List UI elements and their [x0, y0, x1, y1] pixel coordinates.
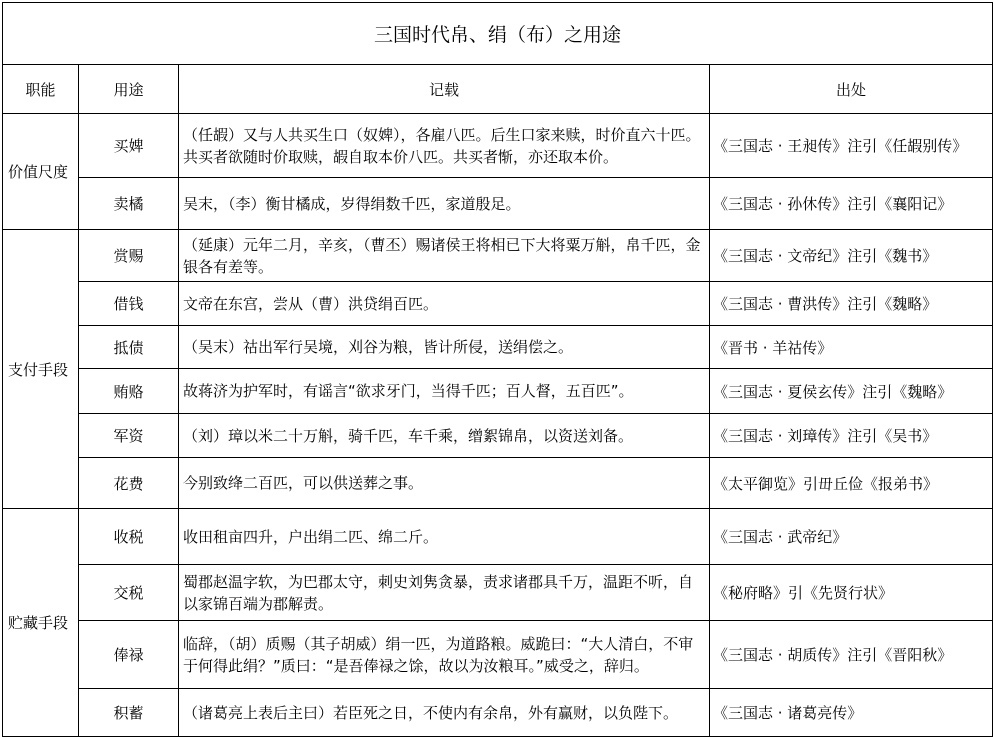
header-record: 记载	[179, 65, 710, 114]
use-cell: 借钱	[79, 282, 179, 326]
source-cell: 《三国志 · 文帝纪》注引《魏书》	[710, 230, 993, 282]
record-cell: 文帝在东宫，尝从（曹）洪贷绢百匹。	[179, 282, 710, 326]
use-cell: 卖橘	[79, 178, 179, 230]
source-cell: 《三国志 · 诸葛亮传》	[710, 689, 993, 737]
record-cell: （诸葛亮上表后主曰）若臣死之日，不使内有余帛，外有赢财，以负陛下。	[179, 689, 710, 737]
use-cell: 俸禄	[79, 621, 179, 689]
table-row	[3, 369, 993, 414]
source-cell: 《三国志 · 刘璋传》注引《吴书》	[710, 414, 993, 458]
record-cell: （吴末）祜出军行吴境，刈谷为粮，皆计所侵，送绢偿之。	[179, 326, 710, 369]
header-use: 用途	[79, 65, 179, 114]
source-cell: 《三国志 · 胡质传》注引《晋阳秋》	[710, 621, 993, 689]
use-cell: 贿赂	[79, 369, 179, 414]
table-row	[3, 458, 993, 509]
source-cell: 《三国志 · 曹洪传》注引《魏略》	[710, 282, 993, 326]
record-cell: 蜀郡赵温字软，为巴郡太守，刺史刘隽贪暴，责求诸郡具千万，温距不听，自以家锦百端为郡解责。	[179, 565, 710, 621]
use-cell: 花费	[79, 458, 179, 509]
record-cell: （延康）元年二月，辛亥，（曹丕）赐诸侯王将相已下大将粟万斛，帛千匹，金银各有差等。	[179, 230, 710, 282]
source-cell: 《三国志 · 王昶传》注引《任嘏别传》	[710, 114, 993, 178]
use-cell: 收税	[79, 509, 179, 565]
source-cell: 《晋书 · 羊祜传》	[710, 326, 993, 369]
category-payment: 支付手段	[3, 230, 79, 509]
use-cell: 买婢	[79, 114, 179, 178]
table-row	[3, 326, 993, 369]
record-cell: 临辞，（胡）质赐（其子胡威）绢一匹，为道路粮。威跪曰：“大人清白，不审于何得此绢？”质曰：“是吾俸禄之馀，故以为汝粮耳。”威受之，辞归。	[179, 621, 710, 689]
table-row	[3, 689, 993, 737]
table-row	[3, 565, 993, 621]
table-row	[3, 621, 993, 689]
title-row	[3, 3, 993, 65]
record-cell: 吴末，（李）衡甘橘成，岁得绢数千匹，家道殷足。	[179, 178, 710, 230]
category-storage: 贮藏手段	[3, 509, 79, 737]
source-cell: 《太平御览》引毌丘俭《报弟书》	[710, 458, 993, 509]
source-cell: 《三国志 · 夏侯玄传》注引《魏略》	[710, 369, 993, 414]
use-cell: 抵债	[79, 326, 179, 369]
table-row	[3, 509, 993, 565]
source-cell: 《秘府略》引《先贤行状》	[710, 565, 993, 621]
table-row	[3, 230, 993, 282]
uses-table	[2, 2, 993, 737]
use-cell: 积蓄	[79, 689, 179, 737]
use-cell: 军资	[79, 414, 179, 458]
header-row	[3, 65, 993, 114]
table-row	[3, 282, 993, 326]
header-function: 职能	[3, 65, 79, 114]
source-cell: 《三国志 · 孙休传》注引《襄阳记》	[710, 178, 993, 230]
record-cell: 今别致绛二百匹，可以供送葬之事。	[179, 458, 710, 509]
table-title: 三国时代帛、绢（布）之用途	[3, 3, 993, 65]
record-cell: （任嘏）又与人共买生口（奴婢），各雇八匹。后生口家来赎，时价直六十匹。共买者欲随时价取赎，嘏自取本价八匹。共买者惭，亦还取本价。	[179, 114, 710, 178]
table-row	[3, 114, 993, 178]
use-cell: 赏赐	[79, 230, 179, 282]
table-row	[3, 178, 993, 230]
source-cell: 《三国志 · 武帝纪》	[710, 509, 993, 565]
record-cell: 故蒋济为护军时，有谣言“欲求牙门，当得千匹；百人督，五百匹”。	[179, 369, 710, 414]
table-row	[3, 414, 993, 458]
record-cell: 收田租亩四升，户出绢二匹、绵二斤。	[179, 509, 710, 565]
header-source: 出处	[710, 65, 993, 114]
category-value-measure: 价值尺度	[3, 114, 79, 230]
use-cell: 交税	[79, 565, 179, 621]
record-cell: （刘）璋以米二十万斛，骑千匹，车千乘，缯絮锦帛，以资送刘备。	[179, 414, 710, 458]
